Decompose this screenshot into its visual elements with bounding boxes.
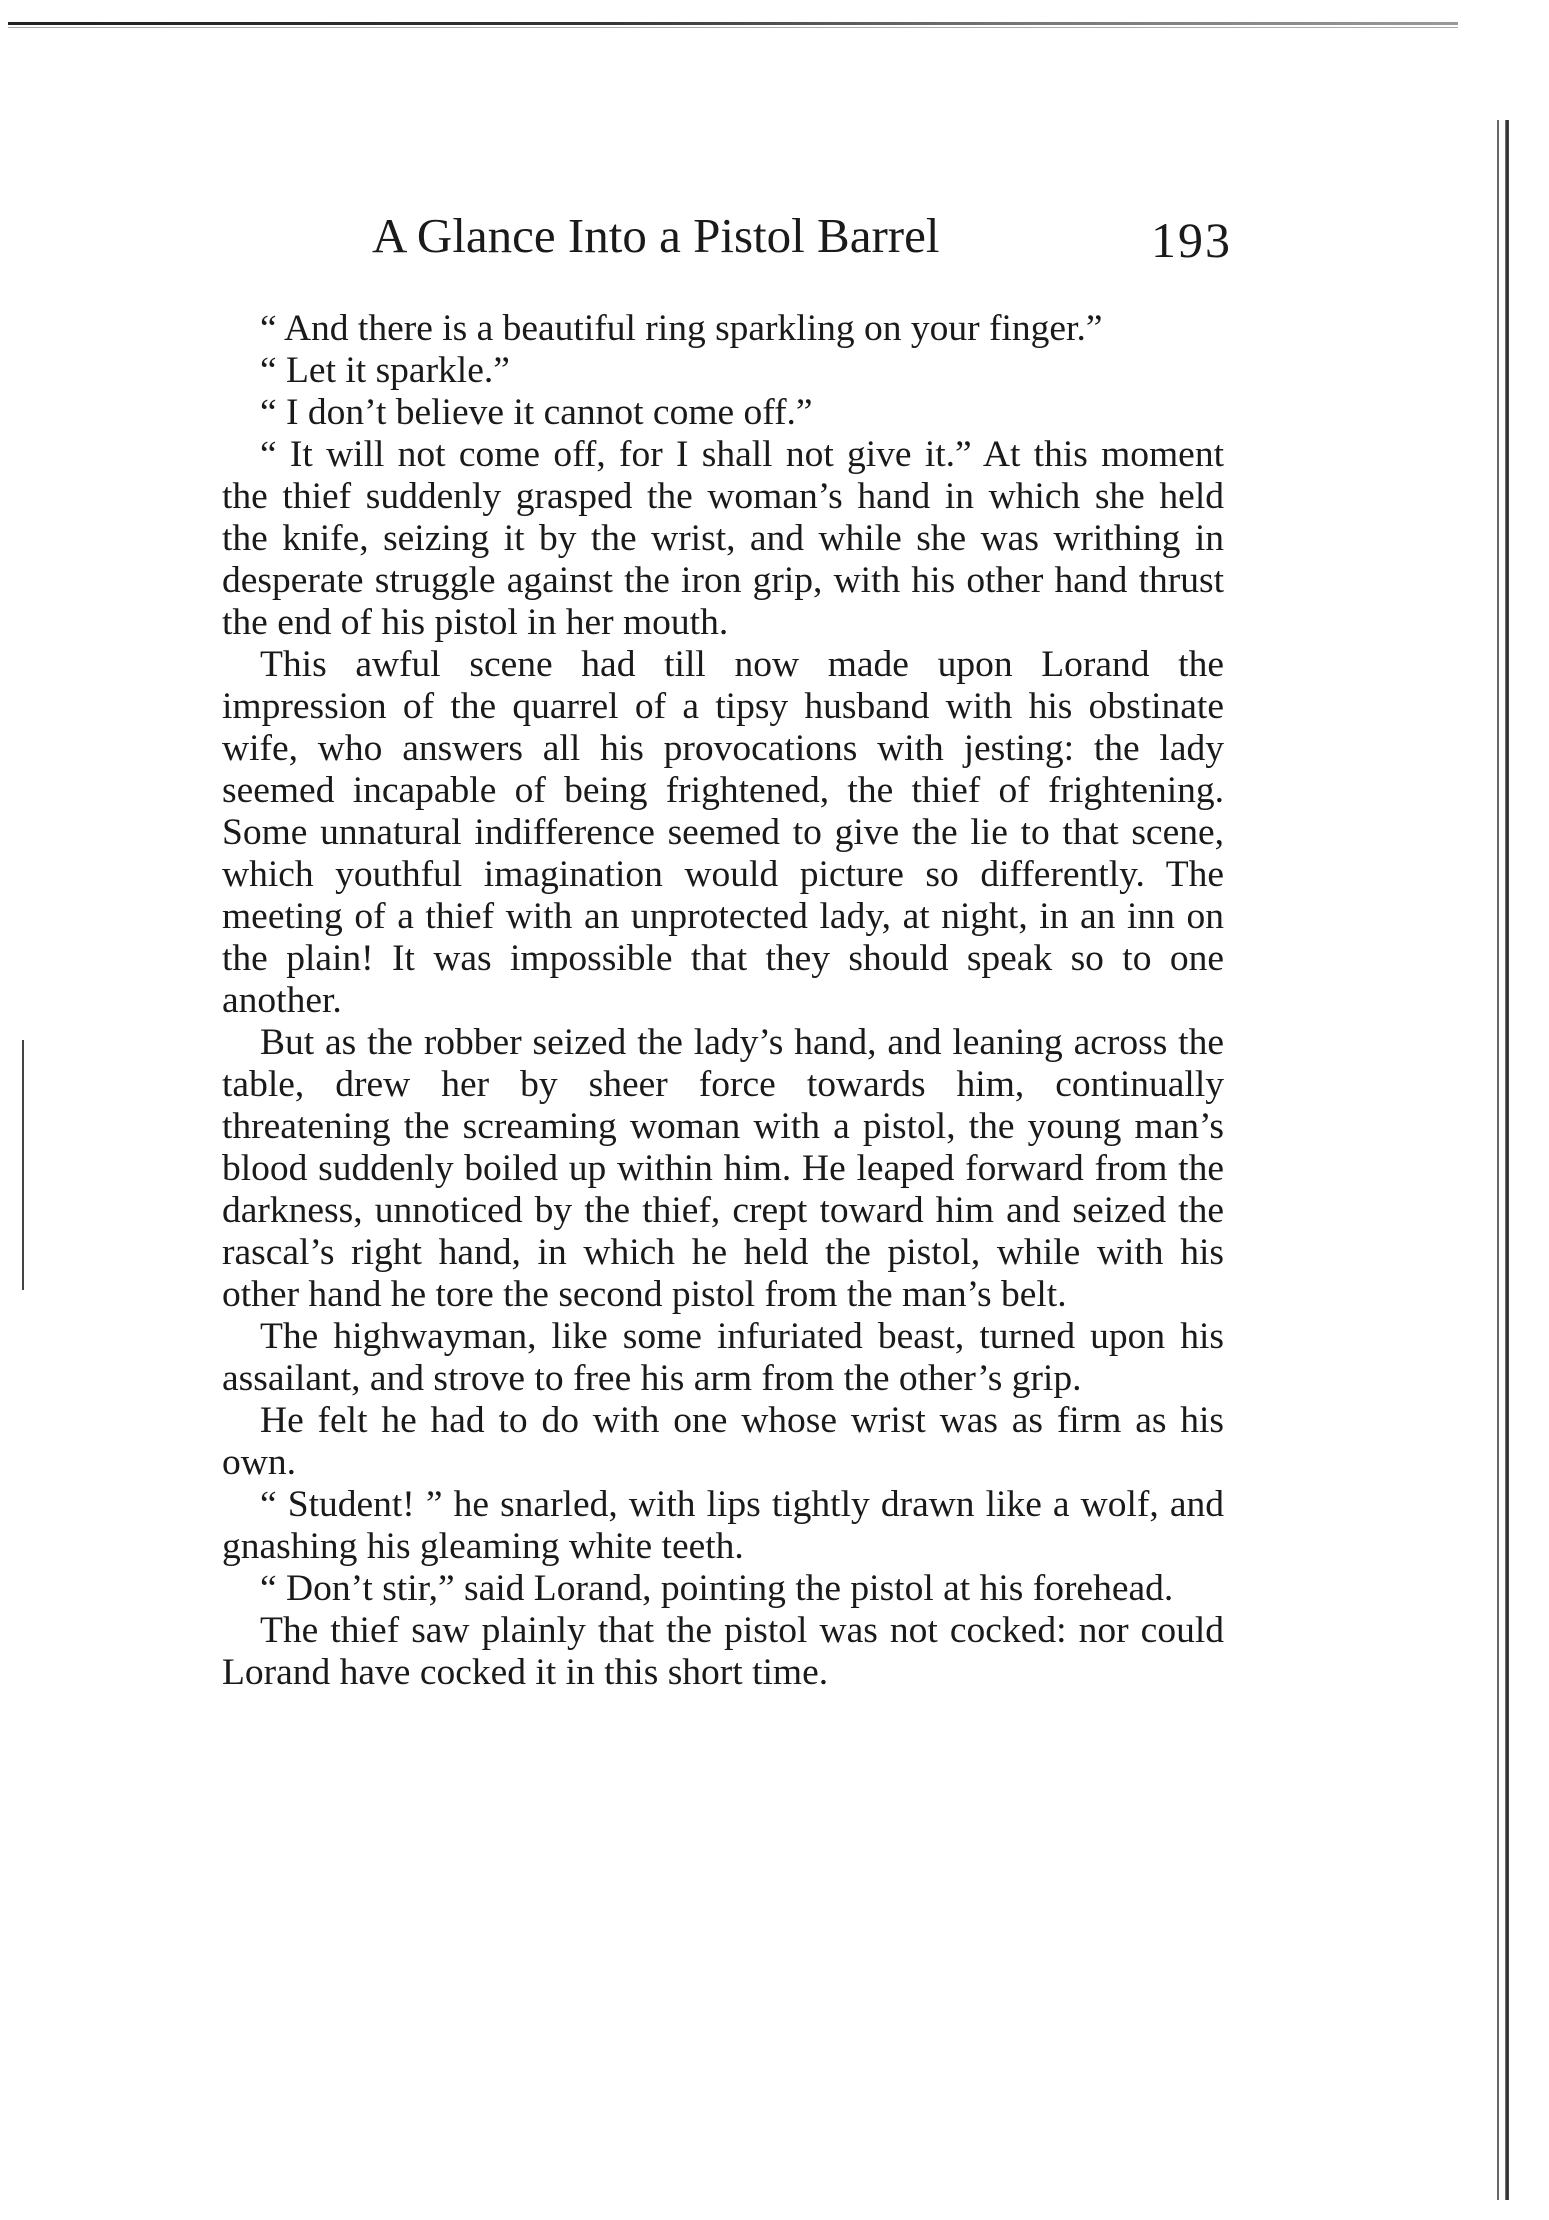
running-title: A Glance Into a Pistol Barrel bbox=[372, 208, 940, 263]
paragraph: He felt he had to do with one whose wrist was as firm as his own. bbox=[222, 1400, 1224, 1483]
top-rule-thin bbox=[8, 27, 1458, 28]
paragraph: “ It will not come off, for I shall not give it.” At this moment the thief suddenly grasped the woman’s hand in which she held the knife, seizing it by the wrist, and while she was writhing in desperate struggle against the iron grip, with his other hand thrust the end of his pistol in her mouth. bbox=[222, 434, 1224, 643]
paragraph: The thief saw plainly that the pistol was not cocked: nor could Lorand have cocked it in this short time. bbox=[222, 1610, 1224, 1693]
page-edge bbox=[1505, 120, 1509, 2200]
paragraph: This awful scene had till now made upon Lorand the impression of the quarrel of a tipsy husband with his obstinate wife, who answers all his provocations with jesting: the lady seemed incapable of being frightened, the thief of frightening. Some unnatural indifference seemed to give the lie to that scene, which youthful imagination would picture so differently. The meeting of a thief with an unprotected lady, at night, in an inn on the plain! It was impossible that they should speak so to one another. bbox=[222, 644, 1224, 1021]
body-text bbox=[222, 308, 1224, 1694]
paragraph: But as the robber seized the lady’s hand, and leaning across the table, drew her by sheer force towards him, continually threatening the screaming woman with a pistol, the young man’s blood suddenly boiled up within him. He leaped forward from the darkness, unnoticed by the thief, crept toward him and seized the rascal’s right hand, in which he held the pistol, while with his other hand he tore the second pistol from the man’s belt. bbox=[222, 1022, 1224, 1315]
paragraph: “ Student! ” he snarled, with lips tightly drawn like a wolf, and gnashing his gleaming white teeth. bbox=[222, 1484, 1224, 1567]
margin-mark bbox=[22, 1040, 24, 1290]
page-edge-inner bbox=[1497, 120, 1499, 2200]
paragraph: “ And there is a beautiful ring sparkling on your finger.” bbox=[260, 308, 1103, 349]
paragraph: “ Don’t stir,” said Lorand, pointing the pistol at his forehead. bbox=[260, 1568, 1174, 1609]
page-number: 193 bbox=[1151, 212, 1232, 268]
paragraph: “ Let it sparkle.” bbox=[260, 350, 510, 391]
page-header bbox=[372, 206, 1232, 266]
paragraph: The highwayman, like some infuriated beast, turned upon his assailant, and strove to free his arm from the other’s grip. bbox=[222, 1316, 1224, 1399]
paragraph: “ I don’t believe it cannot come off.” bbox=[260, 392, 813, 433]
top-rule bbox=[8, 22, 1458, 25]
